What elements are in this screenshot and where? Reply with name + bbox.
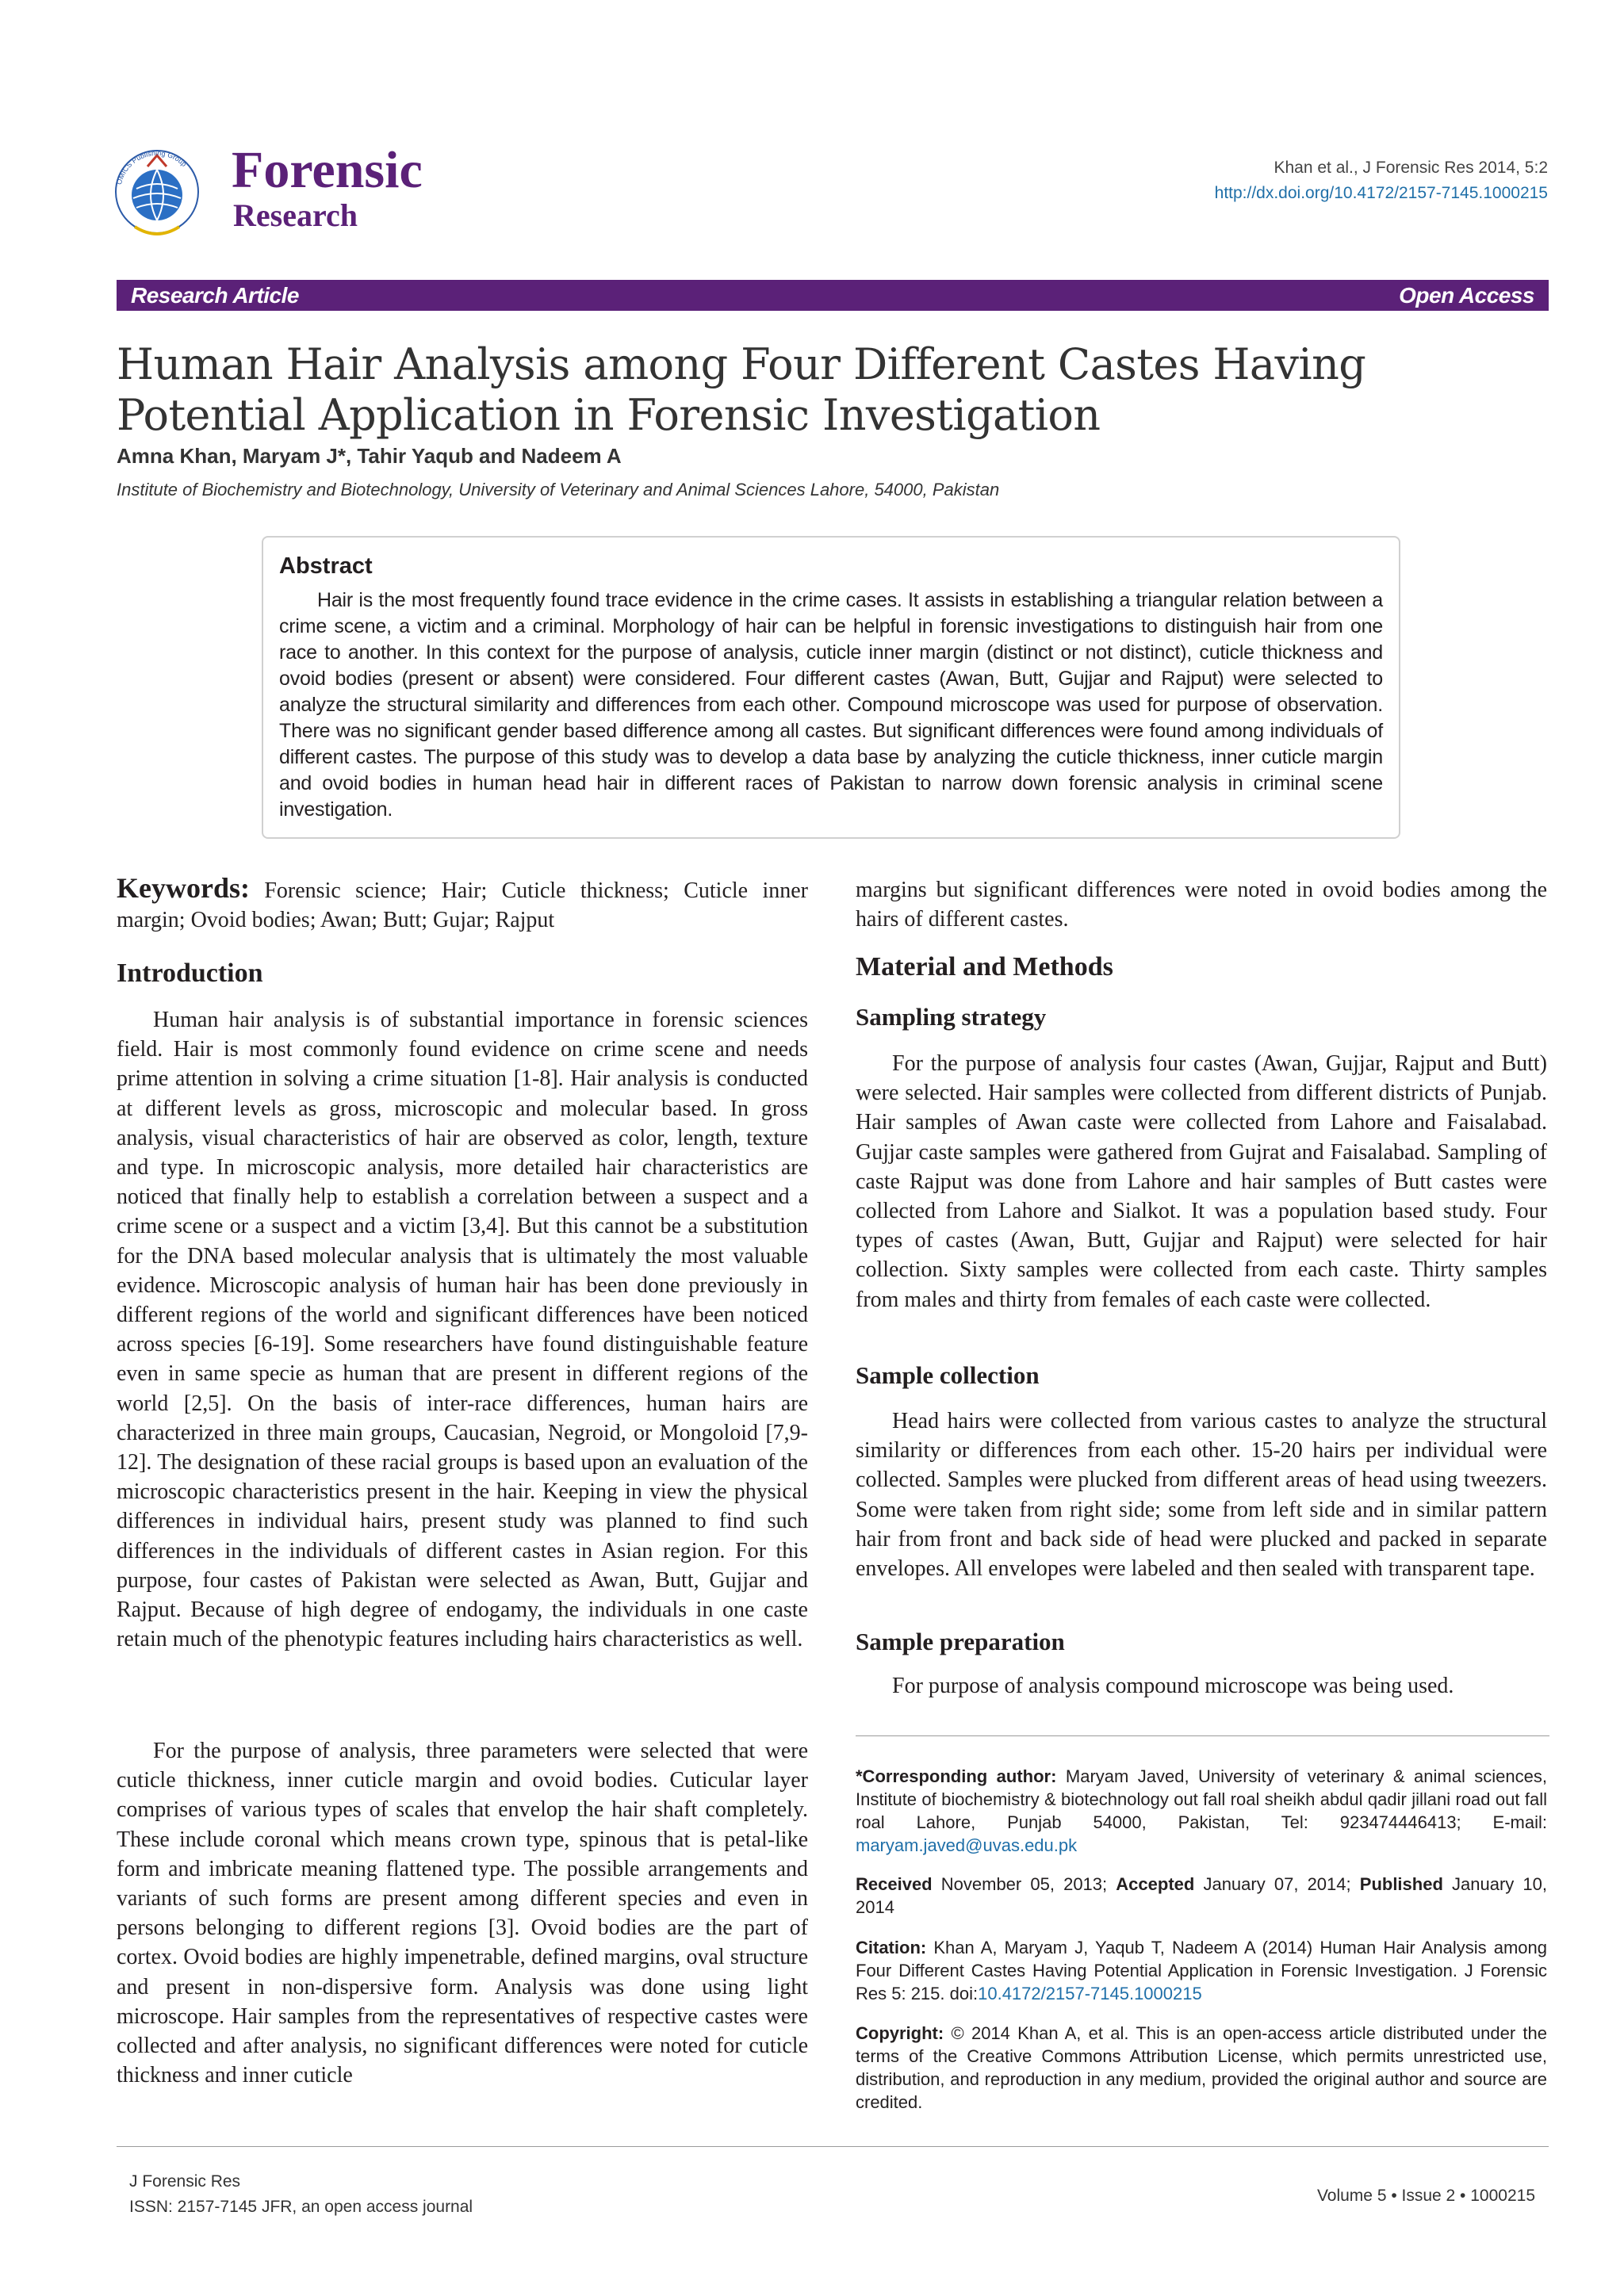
intro-paragraph-2 [117, 1736, 808, 2090]
paragraph-text: For the purpose of analysis four castes (Awan, Gujjar, Rajput and Butt) were selected. Hair samples were collected from different districts of Punjab. Hair samples of Awan caste were collected from Lahore and Faisalabad. Gujjar caste samples were gathered from Gujrat and Faisalabad. Sampling of caste Rajput was done from Lahore and hair samples of Butt castes were collected from Lahore and Sialkot. It was a population based study. Four types of castes (Awan, Butt, Gujjar and Rajput) were selected for hair collection. Sixty samples were collected from each caste. Thirty samples from males and thirty from females of each caste were collected. [856, 1051, 1547, 1312]
copyright-label: Copyright: [856, 2023, 944, 2043]
citation-label: Citation: [856, 1938, 927, 1957]
paragraph-text: margins but significant differences were noted in ovoid bodies among the hairs of different castes. [856, 878, 1547, 932]
copyright-text: © 2014 Khan A, et al. This is an open-access article distributed under the terms of the Creative Commons Attribution License, which permits unrestricted use, distribution, and reproduction in any medium, provided the original author and source are credited. [856, 2023, 1547, 2112]
intro-paragraph-1 [117, 1005, 808, 1654]
keywords [117, 874, 808, 935]
paragraph-text: Human hair analysis is of substantial importance in forensic sciences field. Hair is most commonly found evidence on crime scene and needs prime attention in solving a crime situation [1-8]. Hair analysis is conducted at different levels as gross, microscopic and molecular based. In gross analysis, visual characteristics of hair are observed as color, length, texture and type. In microscopic analysis, more detailed hair characteristics are noticed that finally help to establish a correlation between a suspect and a crime scene or a suspect and a victim [3,4]. But this cannot be a substitution for the DNA based molecular analysis that is ultimately the most valuable evidence. Microscopic analysis of human hair has been done previously in different regions of the world and significant differences have been noticed across species [6-19]. Some researchers have found distinguishable feature even in same specie as human that are present in different regions of the world [2,5]. On the basis of inter-race differences, human hairs are characterized in three main groups, Caucasian, Negroid, or Mongoloid [7,9-12]. The designation of these racial groups is based upon an evaluation of the microscopic characteristics present in the hair. Keeping in view the physical differences in individual hairs, present study was planned to find such differences in the individuals of different castes in Asian region. For this purpose, four castes of Pakistan were selected as Awan, Butt, Gujjar and Rajput. Because of high degree of endogamy, the individuals in one caste retain much of the phenotypic features including hairs characteristics as well. [117, 1008, 808, 1652]
subsection-heading-preparation: Sample preparation [856, 1628, 1065, 1655]
dates [856, 1873, 1547, 1919]
cite-line: Khan et al., J Forensic Res 2014, 5:2 [1274, 159, 1548, 177]
article-type-label: Research Article [131, 283, 299, 308]
footer-issn: ISSN: 2157-7145 JFR, an open access journal [129, 2198, 473, 2216]
collection-paragraph [856, 1406, 1547, 1583]
section-heading-introduction: Introduction [117, 959, 263, 988]
received-label: Received [856, 1874, 933, 1894]
footer-volume: Volume 5 • Issue 2 • 1000215 [1316, 2187, 1535, 2205]
divider [856, 1735, 1549, 1736]
received-date: November 05, 2013; [932, 1874, 1116, 1894]
preparation-paragraph [856, 1671, 1547, 1701]
published-label: Published [1359, 1874, 1443, 1894]
corr-label: *Corresponding author: [856, 1766, 1057, 1786]
sampling-paragraph [856, 1049, 1547, 1314]
authors: Amna Khan, Maryam J*, Tahir Yaqub and Nadeem A [117, 444, 622, 468]
publisher-logo [113, 147, 201, 241]
subsection-heading-collection: Sample collection [856, 1361, 1040, 1389]
keywords-text: Forensic science; Hair; Cuticle thickness; Cuticle inner margin; Ovoid bodies; Awan; Butt; Gujar; Rajput [117, 878, 808, 933]
corresponding-author [856, 1765, 1547, 1857]
footer-journal: J Forensic Res [129, 2172, 241, 2191]
citation [856, 1936, 1547, 2005]
paragraph-text: For the purpose of analysis, three parameters were selected that were cuticle thickness, inner cuticle margin and ovoid bodies. Cuticular layer comprises of various types of scales that envelop the hair shaft completely. These include coronal which means crown type, spinous that is petal-like form and imbricate meaning flattened type. The possible arrangements and variants of such forms are present among different species and even in persons belonging to different regions [3]. Ovoid bodies are the part of cortex. Ovoid bodies are highly impenetrable, defined margins, oval structure and present in non-dispersive form. Analysis was done using light microscope. Hair samples from the representatives of respective castes were collected and after analysis, no significant differences were noted for cuticle thickness and inner cuticle [117, 1739, 808, 2088]
continued-paragraph [856, 875, 1547, 934]
paragraph-text: For purpose of analysis compound microscope was being used. [892, 1674, 1454, 1698]
abstract-text: Hair is the most frequently found trace evidence in the crime cases. It assists in establishing a triangular relation between a crime scene, a victim and a criminal. Morphology of hair can be helpful in forensic investigations to distinguish hair from one race to another. In this context for the purpose of analysis, cuticle inner margin (distinct or not distinct), cuticle thickness and ovoid bodies (present or absent) were considered. Four different castes (Awan, Butt, Gujjar and Rajput) were selected to analyze the structural similarity and differences from each other. Compound microscope was used for purpose of observation. There was no significant gender based difference among all castes. But significant differences were found among individuals of different castes. The purpose of this study was to develop a data base by analyzing the cuticle thickness, inner cuticle margin and ovoid bodies in human head hair in different races of Pakistan to narrow down forensic analysis in criminal scene investigation. [279, 589, 1383, 821]
section-heading-methods: Material and Methods [856, 952, 1113, 982]
citation-doi-link[interactable]: 10.4172/2157-7145.1000215 [978, 1984, 1202, 2003]
accepted-label: Accepted [1116, 1874, 1195, 1894]
email-link[interactable]: maryam.javed@uvas.edu.pk [856, 1835, 1078, 1855]
journal-name: Forensic [232, 141, 423, 199]
abstract-box [262, 536, 1400, 839]
abstract-heading: Abstract [279, 553, 373, 579]
paragraph-text: Head hairs were collected from various castes to analyze the structural similarity or differences from each other. 15-20 hairs per individual were collected. Samples were plucked from different areas of head using tweezers. Some were taken from right side; some from left side and in similar pattern hair from front and back side of head were plucked and packed in separate envelopes. All envelopes were labeled and then sealed with transparent tape. [856, 1409, 1547, 1582]
article-type-bar [117, 280, 1549, 311]
affiliation: Institute of Biochemistry and Biotechnology, University of Veterinary and Animal Sciences Lahore, 54000, Pakistan [117, 480, 1000, 499]
open-access-label: Open Access [1399, 283, 1534, 308]
doi-link[interactable]: http://dx.doi.org/10.4172/2157-7145.1000215 [1214, 183, 1548, 202]
journal-subtitle: Research [233, 197, 358, 233]
published-date: January 10, 2014 [856, 1874, 1548, 1917]
footer-divider [117, 2146, 1549, 2147]
citation-header [1215, 155, 1548, 205]
logo-ring-text: OMICS Publishing Group [114, 148, 189, 186]
citation-text: Khan A, Maryam J, Yaqub T, Nadeem A (2014) Human Hair Analysis among Four Different Castes Having Potential Application in Forensic Investigation. J Forensic Res 5: 215. doi: [856, 1938, 1547, 2003]
copyright [856, 2022, 1547, 2114]
corr-text: Maryam Javed, University of veterinary & animal sciences, Institute of biochemistry & biotechnology out fall roal sheikh abdul qadir jillani road out fall roal Lahore, Punjab 54000, Pakistan, Tel: 923474446413; E-mail: [856, 1766, 1547, 1832]
keywords-label: Keywords: [117, 872, 250, 904]
article-title: Human Hair Analysis among Four Different Castes Having Potential Application in Forensic Investigation [117, 339, 1366, 440]
subsection-heading-sampling: Sampling strategy [856, 1003, 1047, 1031]
accepted-date: January 07, 2014; [1194, 1874, 1360, 1894]
